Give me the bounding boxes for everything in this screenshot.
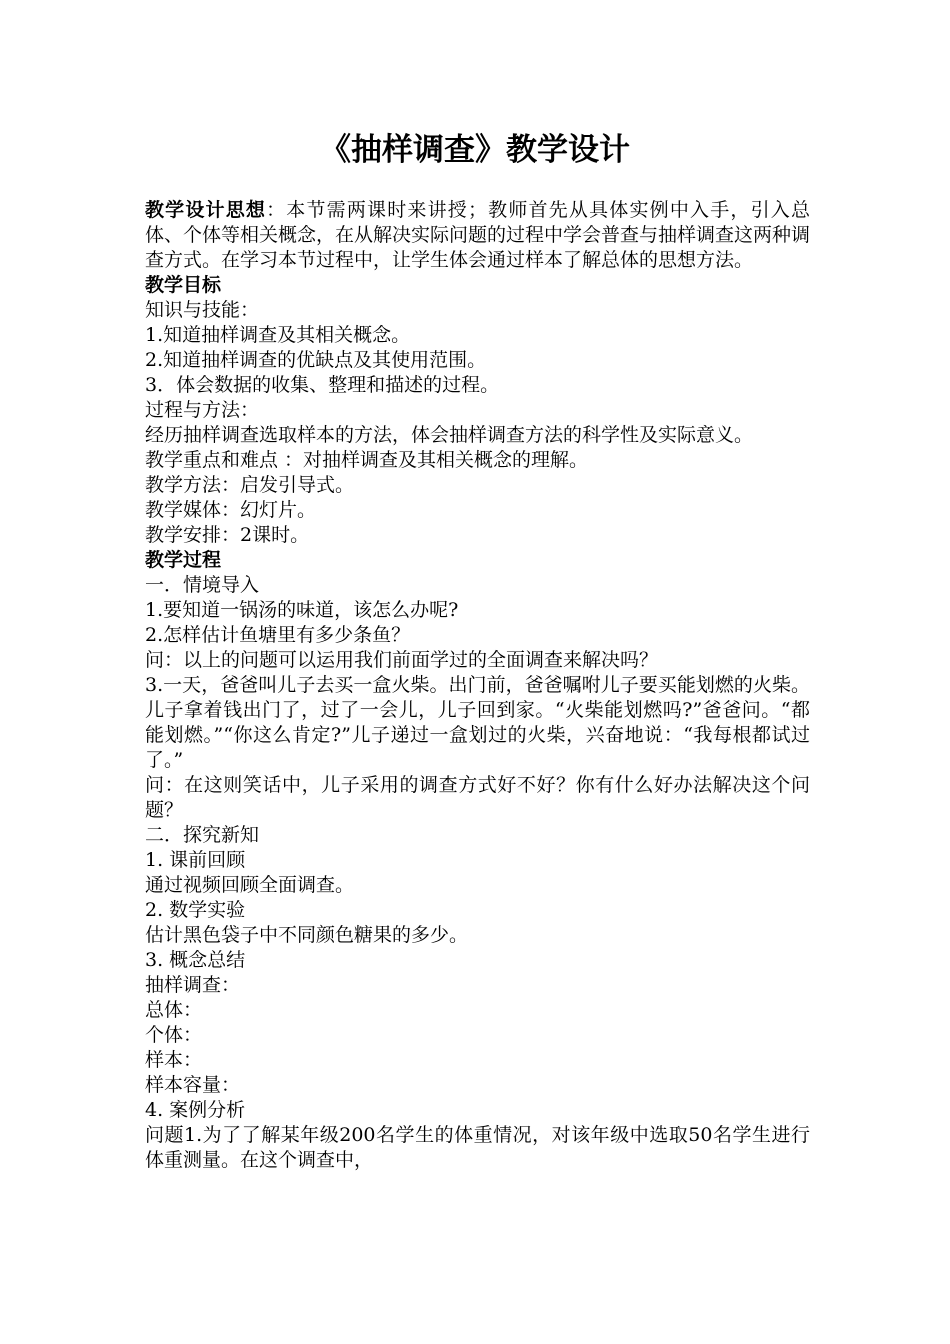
design-thought-paragraph: [145, 198, 810, 273]
section-1-ask-1: 问：以上的问题可以运用我们前面学过的全面调查来解决吗？: [145, 649, 659, 671]
experiment-heading: 2. 数学实验: [145, 899, 246, 921]
case-heading: 4. 案例分析: [145, 1099, 246, 1121]
review-heading: 1. 课前回顾: [145, 849, 246, 871]
knowledge-item: 1.知道抽样调查及其相关概念。: [145, 324, 411, 346]
teaching-schedule: 教学安排：2课时。: [145, 524, 310, 546]
section-1-question-2: 2.怎样估计鱼塘里有多少条鱼？: [145, 624, 411, 646]
process-method-text: 经历抽样调查选取样本的方法，体会抽样调查方法的科学性及实际意义。: [145, 424, 754, 446]
objectives-heading: 教学目标: [145, 274, 222, 296]
section-2-heading: 二．探究新知: [145, 824, 260, 846]
concept-item: 抽样调查：: [145, 974, 241, 996]
knowledge-item: 2.知道抽样调查的优缺点及其使用范围。: [145, 349, 487, 371]
concept-item: 样本：: [145, 1049, 203, 1071]
design-thought-label: 教学设计思想: [145, 199, 267, 221]
case-question-1: 问题1.为了了解某年级200名学生的体重情况，对该年级中选取50名学生进行体重测量。在这个调查中，: [145, 1124, 810, 1171]
key-points: 教学重点和难点 ：对抽样调查及其相关概念的理解。: [145, 449, 589, 471]
section-1-question-1: 1.要知道一锅汤的味道，该怎么办呢?: [145, 599, 459, 621]
section-1-heading: 一．情境导入: [145, 574, 260, 596]
section-1-story: 3.一天，爸爸叫儿子去买一盒火柴。出门前，爸爸嘱咐儿子要买能划燃的火柴。儿子拿着钱出门了，过了一会儿，儿子回到家。“火柴能划燃吗?”爸爸问。“都能划燃。”“你这么肯定?”儿子递过一盒划过的火柴，兴奋地说：“我每根都试过了。”: [145, 674, 810, 771]
experiment-text: 估计黑色袋子中不同颜色糖果的多少。: [145, 924, 469, 946]
design-thought-text: ：本节需两课时来讲授；教师首先从具体实例中入手，引入总体、个体等相关概念，在从解决实际问题的过程中学会普查与抽样调查这两种调查方式。在学习本节过程中，让学生体会通过样本了解总体的思想方法。: [145, 199, 811, 271]
process-heading: 教学过程: [145, 549, 222, 571]
concept-item: 样本容量：: [145, 1074, 241, 1096]
knowledge-item: 3．体会数据的收集、整理和描述的过程。: [145, 374, 500, 396]
concept-heading: 3. 概念总结: [145, 949, 246, 971]
section-1-ask-2: 问：在这则笑话中，儿子采用的调查方式好不好？你有什么好办法解决这个问题？: [145, 774, 810, 821]
concept-item: 个体：: [145, 1024, 203, 1046]
knowledge-heading: 知识与技能：: [145, 299, 260, 321]
review-text: 通过视频回顾全面调查。: [145, 874, 355, 896]
document-body: [145, 198, 810, 1173]
concept-item: 总体：: [145, 999, 203, 1021]
document-title: 《抽样调查》教学设计: [320, 132, 630, 168]
teaching-media: 教学媒体：幻灯片。: [145, 499, 317, 521]
process-method-heading: 过程与方法：: [145, 399, 260, 421]
teaching-method: 教学方法：启发引导式。: [145, 474, 355, 496]
